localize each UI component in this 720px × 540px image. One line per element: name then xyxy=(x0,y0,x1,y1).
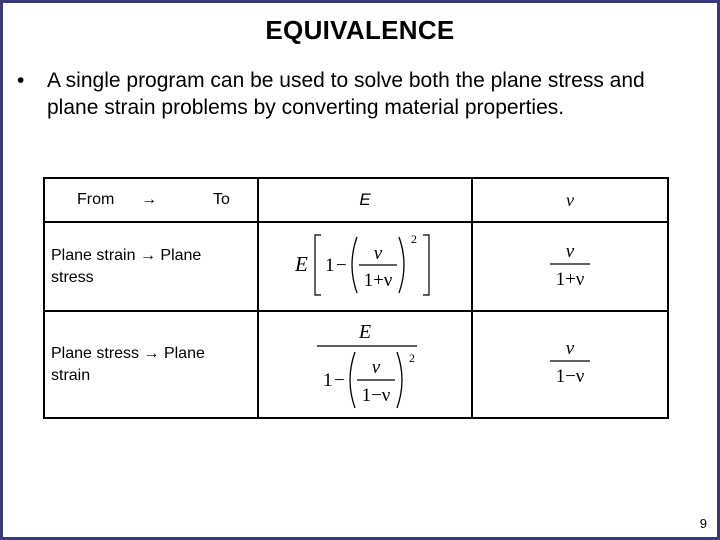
nu-formula-cell xyxy=(472,311,668,418)
frac-numerator: ν xyxy=(371,357,381,378)
frac-denominator: 1−ν xyxy=(361,385,391,406)
header-nu: ν xyxy=(472,178,668,222)
nu-formula-stress-to-strain xyxy=(475,312,665,412)
formula-e: E xyxy=(295,252,308,276)
conversion-table xyxy=(43,177,669,419)
label-arrow: → xyxy=(139,246,156,264)
header-from-to xyxy=(44,178,258,222)
label-to-cont: stress xyxy=(51,268,94,286)
formula-one: 1 xyxy=(323,370,333,391)
row-label xyxy=(44,222,258,311)
formula-e: E xyxy=(358,321,372,343)
label-to: Plane xyxy=(160,246,202,264)
table-row xyxy=(44,222,668,311)
nu-denominator: 1+ν xyxy=(555,269,585,290)
bullet-point xyxy=(17,67,697,121)
label-from: Plane strain xyxy=(51,246,136,264)
right-paren xyxy=(397,352,402,408)
bullet-marker: • xyxy=(17,69,25,92)
bullet-text: A single program can be used to solve both the plane stress and plane strain problems by converting material properties. xyxy=(47,69,645,119)
e-formula-cell xyxy=(258,311,472,418)
label-arrow: → xyxy=(143,344,160,362)
frac-denominator: 1+ν xyxy=(363,270,393,291)
page-number: 9 xyxy=(699,516,707,531)
frac-numerator: ν xyxy=(373,243,383,264)
label-to-cont: strain xyxy=(51,366,91,384)
header-from: From xyxy=(77,191,115,208)
formula-exponent: 2 xyxy=(411,232,417,246)
header-arrow: → xyxy=(141,191,157,208)
table-header-row xyxy=(44,178,668,222)
nu-denominator: 1−ν xyxy=(555,366,585,387)
nu-formula-strain-to-stress xyxy=(475,223,665,305)
e-formula-strain-to-stress xyxy=(259,223,471,305)
nu-numerator: ν xyxy=(565,241,575,262)
left-bracket xyxy=(315,235,321,295)
slide-title: EQUIVALENCE xyxy=(265,15,455,45)
label-from: Plane stress xyxy=(51,344,140,362)
header-e: E xyxy=(258,178,472,222)
left-paren xyxy=(350,352,355,408)
formula-minus: − xyxy=(334,370,345,391)
formula-minus: − xyxy=(336,255,347,276)
formula-one: 1 xyxy=(325,255,335,276)
e-formula-stress-to-strain xyxy=(259,312,471,412)
right-paren xyxy=(399,237,404,293)
table-row xyxy=(44,311,668,418)
e-formula-cell xyxy=(258,222,472,311)
left-paren xyxy=(352,237,357,293)
nu-formula-cell xyxy=(472,222,668,311)
right-bracket xyxy=(423,235,429,295)
nu-numerator: ν xyxy=(565,338,575,359)
header-to: To xyxy=(213,191,230,208)
label-to: Plane xyxy=(163,344,205,362)
formula-exponent: 2 xyxy=(409,351,415,365)
row-label xyxy=(44,311,258,418)
